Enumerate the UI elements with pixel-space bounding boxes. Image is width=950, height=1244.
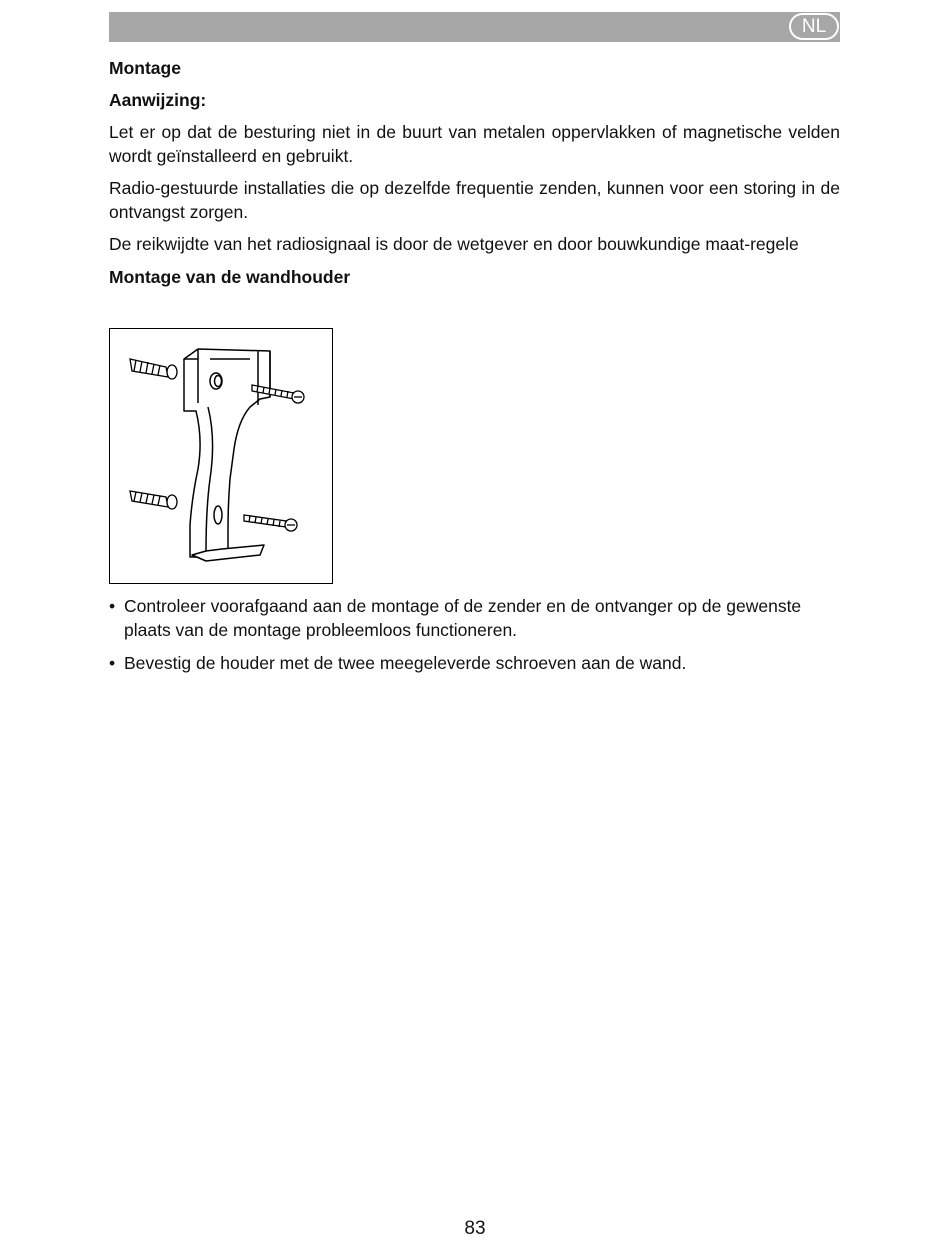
page-number: 83 xyxy=(464,1218,486,1239)
main-content xyxy=(109,56,840,289)
paragraph-1: Let er op dat de besturing niet in de buurt van metalen oppervlakken of magnetische velden wordt geïnstalleerd en gebruikt. xyxy=(109,122,840,166)
section-title: Montage xyxy=(109,58,181,78)
paragraph-2: Radio-gestuurde installaties die op dezelfde frequentie zenden, kunnen voor een storing in de ontvangst zorgen. xyxy=(109,178,840,222)
list-item: • Bevestig de houder met de twee meegeleverde schroeven aan de wand. xyxy=(109,651,840,675)
language-badge: NL xyxy=(789,13,839,40)
wall-holder-illustration xyxy=(109,328,333,584)
paragraph-3: De reikwijdte van het radiosignaal is door de wetgever en door bouwkundige maat-regele xyxy=(109,234,799,254)
note-title: Aanwijzing: xyxy=(109,90,207,110)
dowel-bottom xyxy=(130,491,177,509)
holder-body xyxy=(184,349,270,557)
instruction-list xyxy=(109,594,840,675)
wall-holder-drawing xyxy=(110,329,332,583)
subsection-title: Montage van de wandhouder xyxy=(109,267,351,287)
screw-bottom xyxy=(244,515,297,531)
dowel-top xyxy=(130,359,177,379)
list-item: • Controleer voorafgaand aan de montage of de zender en de ontvanger op de gewenste plaats van de montage probleemloos functioneren. xyxy=(109,594,840,642)
header-bar xyxy=(109,12,840,42)
